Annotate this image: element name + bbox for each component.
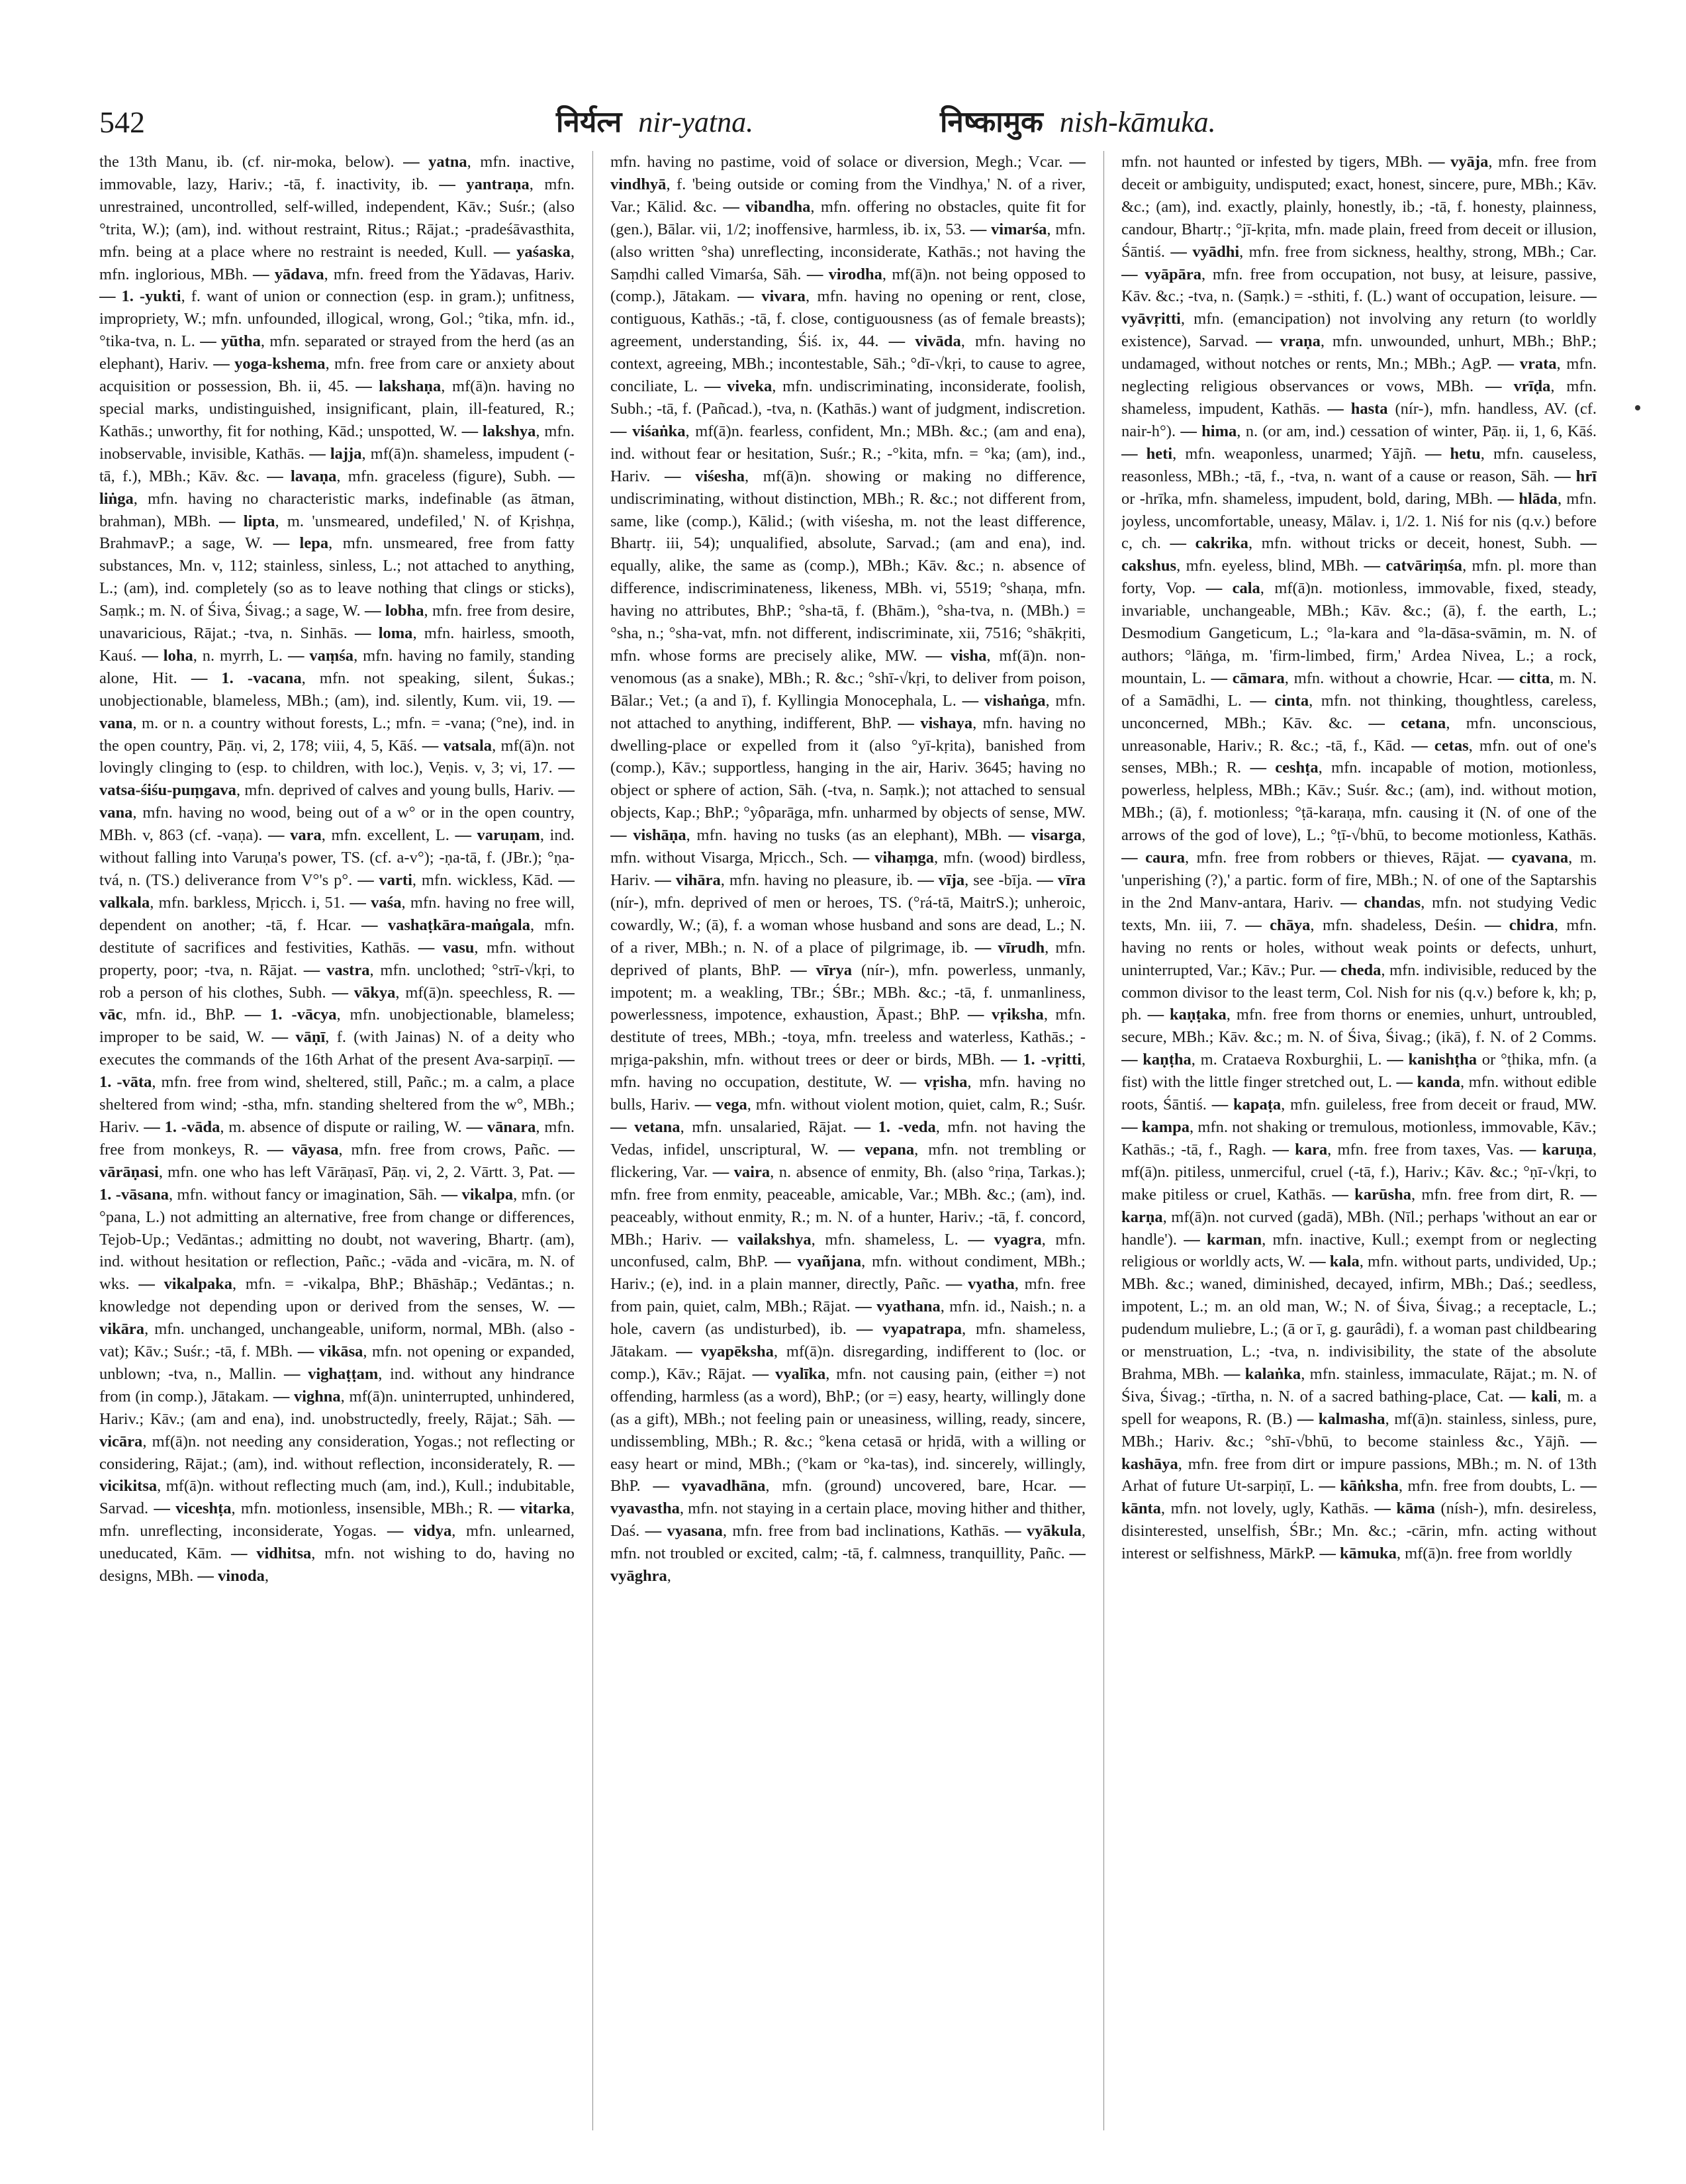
column-2 <box>610 151 1086 2137</box>
lemma: — catvāriṃśa <box>1364 557 1463 575</box>
lemma: — vikāra <box>99 1298 575 1339</box>
lemma: — cāmara <box>1211 669 1285 687</box>
lemma: — cheda <box>1320 961 1382 979</box>
lemma: — vyāghra <box>610 1544 1086 1586</box>
lemma: — kala <box>1309 1253 1360 1271</box>
margin-dot <box>1635 405 1640 410</box>
lemma: — lavaṇa <box>267 467 337 485</box>
lemma: — kanishṭha <box>1387 1051 1477 1069</box>
lemma: — vikalpa <box>441 1185 514 1204</box>
lemma: — vṛiksha <box>967 1006 1044 1024</box>
lemma: — vimarśa <box>970 220 1047 238</box>
lemma: — hrī <box>1554 467 1597 485</box>
lemma: — vepana <box>838 1140 915 1159</box>
lemma: — virodha <box>806 265 882 283</box>
lemma: — vīra <box>1037 871 1086 889</box>
lemma: — kānta <box>1121 1477 1597 1518</box>
lemma: — vivāda <box>888 332 961 351</box>
lemma: — vicikitsa <box>99 1454 575 1496</box>
lemma: — vighaṭṭam <box>284 1364 379 1383</box>
lemma: — chandas <box>1340 893 1421 912</box>
column-divider <box>592 151 593 2130</box>
lemma: — vyalīka <box>752 1364 826 1383</box>
right-headword <box>940 99 1216 146</box>
lemma: — valkala <box>99 871 575 912</box>
lemma: — loha <box>142 646 193 665</box>
lemma: — vīja <box>917 871 965 889</box>
lemma: — hasta <box>1327 399 1388 418</box>
lemma: — 1. -vṛitti <box>1000 1051 1082 1069</box>
lemma: — hetu <box>1425 444 1481 463</box>
lemma: — vraṇa <box>1256 332 1321 351</box>
lemma: — vyapatrapa <box>856 1320 962 1339</box>
lemma: — kaṇṭha <box>1121 1051 1192 1069</box>
lemma: — chāya <box>1245 916 1311 934</box>
lemma: — vastra <box>303 961 370 979</box>
column-3-text: mfn. not haunted or infested by tigers, MBh. — vyāja, mfn. free from deceit or ambiguity, undisputed; exact, honest, sincere, pure, MBh.; Kāv. &c.; (am), ind. exactly, plainly, honestly, ib.; -tā, f. honesty, plainness, candour, Bhartṛ.; °jī-kṛita, mfn. made plain, freed from deceit or illusion, Śāntiś. — vyādhi, mfn. free from sickness, healthy, strong, MBh.; Car. — vyāpāra, mfn. free from occupation, not busy, at leisure, passive, Kāv. &c.; -tva, n. (Saṃk.) = -sthiti, f. (L.) want of occupation, leisure. — vyāvṛitti, mfn. (emancipation) not involving any return (to worldly existence), Sarvad. — vraṇa, mfn. unwounded, unhurt, MBh.; BhP.; undamaged, without notches or rents, Mn.; MBh.; AgP. — vrata, mfn. neglecting religious observances or vows, MBh. — vrīḍa, mfn. shameless, impudent, Kathās. — hasta (nír-), mfn. handless, AV. (cf. nair-h°). — hima, n. (or am, ind.) cessation of winter, Pāṇ. ii, 1, 6, Kāś. — heti, mfn. weaponless, unarmed; Yājñ. — hetu, mfn. causeless, reasonless, MBh.; -tā, f., -tva, n. want of a cause or reason, Sāh. — hrī or -hrīka, mfn. shameless, impudent, bold, daring, MBh. — hlāda, mfn. joyless, uncomfortable, uneasy, Mālav. i, 1/2. 1. Niś for nis (q.v.) before c, ch. — cakrika, mfn. without tricks or deceit, honest, Subh. — cakshus, mfn. eyeless, blind, MBh. — catvāriṃśa, mfn. pl. more than forty, Vop. — cala, mf(ā)n. motionless, immovable, fixed, steady, invariable, unchangeable, MBh.; Kāv. &c.; (ā), f. the earth, L.; Desmodium Gangeticum, L.; °la-kara and °la-dāsa-svāmin, m. N. of authors; °lāṅga, m. 'firm-limbed, firm,' Ardea Nivea, L.; a rock, mountain, L. — cāmara, mfn. without a chowrie, Hcar. — citta, m. N. of a Samādhi, L. — cinta, mfn. not thinking, thoughtless, careless, unconcerned, MBh.; Kāv. &c. — cetana, mfn. unconscious, unreasonable, Hariv.; R. &c.; -tā, f., Kād. — cetas, mfn. out of one's senses, MBh.; R. — ceshṭa, mfn. incapable of motion, motionless, powerless, helpless, MBh.; Kāv.; Suśr. &c.; (am), ind. without motion, MBh.; (ā), f. motionless; °ṭā-karaṇa, mfn. causing it (N. of one of the arrows of the god of love), L.; °ṭī-√bhū, to become motionless, Kathās. — caura, mfn. free from robbers or thieves, Rājat. — cyavana, m. 'unperishing (?),' a partic. form of fire, MBh.; N. of one of the Saptarshis in the 2nd Manv-antara, Hariv. — chandas, mfn. not studying Vedic texts, Mn. iii, 7. — chāya, mfn. shadeless, Deśin. — chidra, mfn. having no rents or holes, without weak points or defects, unhurt, uninterrupted, Var.; Kāv.; Pur. — cheda, mfn. indivisible, reduced by the common divisor to the least term, Col. Nish for nis (q.v.) before k, kh; p, ph. — kaṇṭaka, mfn. free from thorns or enemies, unhurt, untroubled, secure, MBh.; Kāv. &c.; m. N. of Śiva, Śivag.; (ikā), f. N. of 2 Comms. — kaṇṭha, m. Crataeva Roxburghii, L. — kanishṭha or °ṭhika, mfn. (a fist) with the little finger stretched out, L. — kanda, mfn. without edible roots, Śāntiś. — kapaṭa, mfn. guileless, free from deceit or fraud, MW. — kampa, mfn. not shaking or tremulous, motionless, immovable, Kāv.; Kathās.; -tā, f., Ragh. — kara, mfn. free from taxes, Vas. — karuṇa, mf(ā)n. pitiless, unmerciful, cruel (-tā, f.), Hariv.; Kāv. &c.; °ṇī-√kṛi, to make pitiless or cruel, Kathās. — karūsha, mfn. free from dirt, R. — karṇa, mf(ā)n. not curved (gadā), MBh. (Nīl.; perhaps 'without an ear or handle'). — karman, mfn. inactive, Kull.; exempt from or neglecting religious or worldly acts, W. — kala, mfn. without parts, undivided, Up.; MBh. &c.; waned, diminished, decayed, infirm, MBh.; Daś.; seedless, impotent, L.; m. an old man, W.; N. of Śiva, Śivag.; a receptacle, L.; pudendum muliebre, L.; (ā or ī, g. gaurâdi), f. a woman past childbearing or menstruation, L.; -tva, n. indivisibility, the state of the absolute Brahma, MBh. — kalaṅka, mfn. stainless, immaculate, Rājat.; m. N. of Śiva, Śivag.; -tīrtha, n. N. of a sacred bathing-place, Cat. — kali, m. a spell for weapons, R. (B.) — kalmasha, mf(ā)n. stainless, sinless, pure, MBh.; Hariv. &c.; °shī-√bhū, to become stainless &c., Yājñ. — kashāya, mfn. free from dirt or impure passions, MBh.; m. N. of 13th Arhat of future Ut-sarpiṇī, L. — kāṅksha, mfn. free from doubts, L. — kānta, mfn. not lovely, ugly, Kathās. — kāma (nísh-), mfn. desireless, disinterested, unselfish, ŚBr.; Mn. &c.; -cārin, mfn. acting without interest or selfishness, MārkP. — kāmuka, mf(ā)n. free from worldly <box>1121 153 1597 1563</box>
lemma: — vitarka <box>498 1499 571 1518</box>
column-1 <box>99 151 575 2137</box>
lemma: — karman <box>1184 1230 1262 1249</box>
lemma: — caura <box>1121 849 1185 867</box>
lemma: — vatsa-śiśu-puṃgava <box>99 759 575 800</box>
lemma: — vishaṅga <box>962 691 1046 710</box>
lemma: — kampa <box>1121 1117 1190 1136</box>
lemma: — vicāra <box>99 1409 575 1450</box>
lemma: — vyathana <box>855 1298 941 1316</box>
lemma: — kalmasha <box>1297 1409 1385 1428</box>
right-headword-roman: nish-kāmuka. <box>1059 106 1216 138</box>
lemma: — vindhyā <box>610 153 1086 193</box>
lemma: — vāyasa <box>267 1140 339 1159</box>
lemma: — vaira <box>712 1163 771 1181</box>
lemma: — vasu <box>418 938 475 957</box>
lemma: — yaśaska <box>493 242 571 261</box>
lemma: — ceshṭa <box>1250 759 1319 777</box>
lemma: — vaṃśa <box>287 646 354 665</box>
lemma: — cetas <box>1411 736 1469 755</box>
lemma: — varuṇam <box>455 826 540 845</box>
lemma: — kanda <box>1396 1073 1460 1092</box>
lemma: — vighna <box>273 1387 341 1405</box>
lemma: — heti <box>1121 444 1173 463</box>
lemma: — kalaṅka <box>1223 1364 1301 1383</box>
lemma: — karūsha <box>1332 1185 1411 1204</box>
left-headword-roman: nir-yatna. <box>638 106 754 138</box>
lemma: — hima <box>1180 422 1237 440</box>
lemma: — cakrika <box>1170 534 1248 553</box>
lemma: — vatsala <box>422 736 492 755</box>
text-columns <box>99 151 1602 2137</box>
lemma: — vihaṃga <box>853 849 934 867</box>
lemma: — 1. -vācya <box>244 1006 337 1024</box>
lemma: — yantraṇa <box>439 175 530 193</box>
lemma: — 1. -yukti <box>99 287 181 306</box>
lemma: — kali <box>1509 1387 1558 1405</box>
lemma: — vyāja <box>1428 153 1489 171</box>
lemma: — vivara <box>737 287 806 306</box>
lemma: — visha <box>925 646 987 665</box>
lemma: — cetana <box>1368 714 1446 732</box>
column-2-text: mfn. having no pastime, void of solace or diversion, Megh.; Vcar. — vindhyā, f. 'being outside or coming from the Vindhya,' N. of a river, Var.; Kālid. &c. — vibandha, mfn. offering no obstacles, quite fit for (gen.), Bālar. vii, 1/2; inoffensive, harmless, ib. ix, 53. — vimarśa, mfn. (also written °sha) unreflecting, inconsiderate, Kathās.; not having the Saṃdhi called Vimarśa, Sāh. — virodha, mf(ā)n. not being opposed to (comp.), Jātakam. — vivara, mfn. having no opening or rent, close, contiguous, Kathās.; -tā, f. close, contiguousness (as of female breasts); agreement, understanding, Śiś. ix, 44. — vivāda, mfn. having no context, agreeing, MBh.; incontestable, Sāh.; °dī-√kṛi, to cause to agree, conciliate, L. — viveka, mfn. undiscriminating, inconsiderate, foolish, Subh.; -tā, f. (Pañcad.), -tva, n. (Kathās.) want of judgment, indiscretion. — viśaṅka, mf(ā)n. fearless, confident, Mn.; MBh. &c.; (am and ena), ind. without fear or hesitation, Suśr.; R.; -°kita, mfn. = °ka; (am), ind., Hariv. — viśesha, mf(ā)n. showing or making no difference, undiscriminating, without distinction, MBh.; R. &c.; not different from, same, like (comp.), Kālid.; (with viśesha, m. not the least difference, Bhartṛ. iii, 54); unqualified, absolute, Sarvad.; (am and ena), ind. equally, alike, the same as (comp.), MBh.; Kāv. &c.; n. absence of difference, indiscriminateness, likeness, MBh. vi, 5519; °shaṇa, mfn. having no attributes, BhP.; °sha-tā, f. (Bhām.), °sha-tva, n. (MBh.) = °sha, n.; °sha-vat, mfn. not different, indiscriminate, xii, 7516; °shākṛiti, mfn. whose forms are precisely alike, MW. — visha, mf(ā)n. non-venomous (as a snake), MBh.; R. &c.; °shī-√kṛi, to deliver from poison, Bālar.; Vet.; (a and ī), f. Kyllingia Monocephala, L. — vishaṅga, mfn. not attached to anything, indifferent, BhP. — vishaya, mfn. having no dwelling-place or expelled from it (also °yī-kṛita), banished from (comp.), Kāv.; supportless, hanging in the air, Hariv. 3645; having no object or sphere of action, Sāh. (-tva, n. Saṃk.); not attached to sensual objects, Kap.; BhP.; °yôparāga, mfn. unharmed by objects of sense, MW. — vishāṇa, mfn. having no tusks (as an elephant), MBh. — visarga, mfn. without Visarga, Mṛicch., Sch. — vihaṃga, mfn. (wood) birdless, Hariv. — vihāra, mfn. having no pleasure, ib. — vīja, see -bīja. — vīra (nír-), mfn. deprived of men or heroes, TS. (°rá-tā, MaitrS.); unheroic, cowardly, W.; (ā), f. a woman whose husband and sons are dead, L.; N. of a river, MBh.; n. N. of a place of pilgrimage, ib. — vīrudh, mfn. deprived of plants, BhP. — vīrya (nír-), mfn. powerless, unmanly, impotent; m. a weakling, TBr.; ŚBr.; MBh. &c.; -tā, f. unmanliness, powerlessness, impotence, exhaustion, Āpast.; BhP. — vṛiksha, mfn. destitute of trees, MBh.; -toya, mfn. treeless and waterless, Kathās.; -mṛiga-pakshin, mfn. without trees or deer or birds, MBh. — 1. -vṛitti, mfn. having no occupation, destitute, W. — vṛisha, mfn. having no bulls, Hariv. — vega, mfn. without violent motion, quiet, calm, R.; Suśr. — vetana, mfn. unsalaried, Rājat. — 1. -veda, mfn. not having the Vedas, infidel, unscriptural, W. — vepana, mfn. not trembling or flickering, Var. — vaira, n. absence of enmity, Bh. (also °riṇa, Tarkas.); mfn. free from enmity, peaceable, amicable, Var.; MBh. &c.; (am), ind. peaceably, without enmity, R.; m. N. of a hunter, Hariv.; -tā, f. concord, MBh.; Hariv. — vailakshya, mfn. shameless, L. — vyagra, mfn. unconfused, calm, BhP. — vyañjana, mfn. without condiment, MBh.; Hariv.; (e), ind. in a plain manner, directly, Pañc. — vyatha, mfn. free from pain, quiet, calm, MBh.; Rājat. — vyathana, mfn. id., Naish.; n. a hole, cavern (as undisturbed), ib. — vyapatrapa, mfn. shameless, Jātakam. — vyapēksha, mf(ā)n. disregarding, indifferent to (loc. or comp.), Kāv.; Rājat. — vyalīka, mfn. not causing pain, (either =) not offending, harmless (as a word), BhP.; (or =) easy, hearty, willingly done (as a gift), MBh.; not feeling pain or uneasiness, willing, ready, sincere, undissembling, MBh.; R. &c.; °kena cetasā or hṛidā, with a willing or easy heart or mind, MBh.; (°kam or °ka-tas), ind. sincerely, willingly, BhP. — vyavadhāna, mfn. (ground) uncovered, bare, Hcar. — vyavastha, mfn. not staying in a certain place, moving hither and thither, Daś. — vyasana, mfn. free from bad inclinations, Kathās. — vyākula, mfn. not troubled or excited, calm; -tā, f. calmness, tranquillity, Pañc. — vyāghra, <box>610 153 1086 1586</box>
lemma: — kāmuka <box>1319 1544 1397 1563</box>
lemma: — vikāsa <box>297 1343 363 1361</box>
lemma: — chidra <box>1484 916 1554 934</box>
lemma: — yatna <box>403 153 467 171</box>
lemma: — kaṇṭaka <box>1147 1006 1227 1024</box>
lemma: — cinta <box>1250 691 1309 710</box>
lemma: — vārāṇasi <box>99 1140 575 1181</box>
lemma: — lepa <box>273 534 329 553</box>
page-number: 542 <box>99 105 145 139</box>
lemma: — liṅga <box>99 467 575 508</box>
left-headword-devanagari: निर्यत्न <box>556 105 622 139</box>
lemma: — 1. -vāta <box>99 1051 575 1092</box>
lemma: — vetana <box>610 1117 680 1136</box>
lemma: — kara <box>1272 1140 1328 1159</box>
lemma: — cyavana <box>1487 849 1569 867</box>
lemma: — visarga <box>1008 826 1082 845</box>
lemma: — citta <box>1497 669 1550 687</box>
lemma: — loma <box>355 624 413 643</box>
lemma: — vyādhi <box>1170 242 1240 261</box>
lemma: — vṛisha <box>900 1073 968 1092</box>
lemma: — karṇa <box>1121 1185 1597 1226</box>
right-headword-devanagari: निष्कामुक <box>940 105 1043 139</box>
lemma: — viceshṭa <box>154 1499 232 1518</box>
lemma: — vyapēksha <box>676 1343 774 1361</box>
lemma: — vrīḍa <box>1485 377 1551 396</box>
lemma: — kapaṭa <box>1211 1096 1282 1114</box>
lemma: — viśaṅka <box>610 422 686 440</box>
lemma: — vyañjana <box>774 1253 862 1271</box>
lemma: — vidya <box>387 1522 452 1541</box>
lemma: — vānara <box>466 1117 536 1136</box>
lemma: — yoga-kshema <box>213 355 326 373</box>
lemma: — vihāra <box>655 871 721 889</box>
lemma: — vibandha <box>723 197 811 216</box>
lemma: — vyāvṛitti <box>1121 287 1597 328</box>
lemma: — vishaya <box>898 714 973 732</box>
lemma: — vyagra <box>968 1230 1042 1249</box>
lemma: — vyākula <box>1004 1522 1082 1541</box>
lemma: — vega <box>694 1096 747 1114</box>
lemma: — vāṇī <box>271 1028 326 1047</box>
lemma: — vaśa <box>350 893 402 912</box>
lemma: — vyavadhāna <box>653 1477 766 1496</box>
lemma: — vīrudh <box>974 938 1045 957</box>
lemma: — vailakshya <box>711 1230 812 1249</box>
lemma: — vākya <box>332 983 396 1002</box>
lemma: — viśesha <box>664 467 745 485</box>
lemma: — cakshus <box>1121 534 1597 575</box>
lemma: — 1. -vāsana <box>99 1163 575 1204</box>
left-headword <box>556 99 753 146</box>
column-3 <box>1121 151 1597 2137</box>
column-1-text: the 13th Manu, ib. (cf. nir-moka, below). — yatna, mfn. inactive, immovable, lazy, Hariv.; -tā, f. inactivity, ib. — yantraṇa, mfn. unrestrained, uncontrolled, self-willed, independent, Kāv.; Suśr.; (also °trita, W.); (am), ind. without restraint, Ritus.; Rājat.; -pradeśāvasthita, mfn. being at a place where no restraint is needed, Kull. — yaśaska, mfn. inglorious, MBh. — yādava, mfn. freed from the Yādavas, Hariv. — 1. -yukti, f. want of union or connection (esp. in gram.); unfitness, impropriety, W.; mfn. unfounded, illogical, wrong, Gol.; °tika, mfn. id., °tika-tva, n. L. — yūtha, mfn. separated or strayed from the herd (as an elephant), Hariv. — yoga-kshema, mfn. free from care or anxiety about acquisition or possession, Bh. ii, 45. — lakshaṇa, mf(ā)n. having no special marks, undistinguished, insignificant, plain, ill-featured, R.; Kathās.; unworthy, fit for nothing, Kād.; unspotted, W. — lakshya, mfn. inobservable, invisible, Kathās. — lajja, mf(ā)n. shameless, impudent (-tā, f.), MBh.; Kāv. &c. — lavaṇa, mfn. graceless (figure), Subh. — liṅga, mfn. having no characteristic marks, indefinable (as ātman, brahman), MBh. — lipta, m. 'unsmeared, undefiled,' N. of Kṛishṇa, BrahmavP.; a sage, W. — lepa, mfn. unsmeared, free from fatty substances, Mn. v, 112; stainless, sinless, L.; not attached to anything, L.; (am), ind. completely (so as to leave nothing that clings or sticks), Saṃk.; m. N. of Śiva, Śivag.; a sage, W. — lobha, mfn. free from desire, unavaricious, Rājat.; -tva, n. Sinhās. — loma, mfn. hairless, smooth, Kauś. — loha, n. myrrh, L. — vaṃśa, mfn. having no family, standing alone, Hit. — 1. -vacana, mfn. not speaking, silent, Śukas.; unobjectionable, blameless, MBh.; (am), ind. silently, Kum. vii, 19. — vana, m. or n. a country without forests, L.; mfn. = -vana; (°ne), ind. in the open country, Pāṇ. vi, 2, 178; viii, 4, 5, Kāś. — vatsala, mf(ā)n. not lovingly clinging to (esp. to children, with loc.), Veṇis. v, 3; vi, 17. — vatsa-śiśu-puṃgava, mfn. deprived of calves and young bulls, Hariv. — vana, mfn. having no wood, being out of a w° or in the open country, MBh. v, 863 (cf. -vaṇa). — vara, mfn. excellent, L. — varuṇam, ind. without falling into Varuṇa's power, TS. (cf. a-v°); -ṇa-tā, f. (JBr.); °ṇa-tvá, n. (TS.) deliverance from V°'s p°. — varti, mfn. wickless, Kād. — valkala, mfn. barkless, Mṛicch. i, 51. — vaśa, mfn. having no free will, dependent on another; -tā, f. Hcar. — vashaṭkāra-maṅgala, mfn. destitute of sacrifices and festivities, Kathās. — vasu, mfn. without property, poor; -tva, n. Rājat. — vastra, mfn. unclothed; °strī-√kṛi, to rob a person of his clothes, Subh. — vākya, mf(ā)n. speechless, R. — vāc, mfn. id., BhP. — 1. -vācya, mfn. unobjectionable, blameless; improper to be said, W. — vāṇī, f. (with Jainas) N. of a deity who executes the commands of the 16th Arhat of the present Ava-sarpiṇī. — 1. -vāta, mfn. free from wind, sheltered, still, Pañc.; m. a calm, a place sheltered from wind; -stha, mfn. standing sheltered from the w°, MBh.; Hariv. — 1. -vāda, m. absence of dispute or railing, W. — vānara, mfn. free from monkeys, R. — vāyasa, mfn. free from crows, Pañc. — vārāṇasi, mfn. one who has left Vārāṇasī, Pāṇ. vi, 2, 2. Vārtt. 3, Pat. — 1. -vāsana, mfn. without fancy or imagination, Sāh. — vikalpa, mfn. (or °pana, L.) not admitting an alternative, free from change or differences, Tejob-Up.; Vedāntas.; admitting no doubt, not wavering, Bhartṛ. (am), ind. without hesitation or reflection, Pañc.; -vāda and -vicāra, m. N. of wks. — vikalpaka, mfn. = -vikalpa, BhP.; Bhāshāp.; Vedāntas.; n. knowledge not depending upon or derived from the senses, W. — vikāra, mfn. unchanged, unchangeable, uniform, normal, MBh. (also -vat); Kāv.; Suśr.; -tā, f. MBh. — vikāsa, mfn. not opening or expanded, unblown; -tva, n., Mallin. — vighaṭṭam, ind. without any hindrance from (in comp.), Jātakam. — vighna, mf(ā)n. uninterrupted, unhindered, Hariv.; Kāv.; (am and ena), ind. unobstructedly, freely, Rājat.; Sāh. — vicāra, mf(ā)n. not needing any consideration, Yogas.; not reflecting or considering, Rājat.; (am), ind. without reflection, inconsiderately, R. — vicikitsa, mf(ā)n. without reflecting much (am, ind.), Kull.; indubitable, Sarvad. — viceshṭa, mfn. motionless, insensible, MBh.; R. — vitarka, mfn. unreflecting, inconsiderate, Yogas. — vidya, mfn. unlearned, uneducated, Kām. — vidhitsa, mfn. not wishing to do, having no designs, MBh. — vinoda, <box>99 153 575 1586</box>
lemma: — yādava <box>253 265 324 283</box>
lemma: — kāma <box>1374 1499 1435 1518</box>
page-header <box>99 99 1602 146</box>
lemma: — vyatha <box>945 1275 1015 1294</box>
lemma: — 1. -veda <box>854 1117 936 1136</box>
column-divider <box>1103 151 1104 2130</box>
lemma: — hlāda <box>1497 489 1558 508</box>
lemma: — vana <box>99 691 575 732</box>
lemma: — vana <box>99 781 575 822</box>
lemma: — vikalpaka <box>138 1275 233 1294</box>
lemma: — vara <box>268 826 322 845</box>
lemma: — 1. -vāda <box>144 1117 220 1136</box>
lemma: — vyasana <box>645 1522 723 1541</box>
lemma: — karuṇa <box>1519 1140 1593 1159</box>
lemma: — vāc <box>99 983 575 1024</box>
lemma: — 1. -vacana <box>191 669 302 687</box>
lemma: — lakshaṇa <box>355 377 442 396</box>
lemma: — kāṅksha <box>1319 1477 1399 1496</box>
lemma: — vishāṇa <box>610 826 686 845</box>
lemma: — vīrya <box>790 961 852 979</box>
lemma: — yūtha <box>200 332 261 351</box>
lemma: — varti <box>357 871 412 889</box>
lemma: — vyāpāra <box>1121 265 1201 283</box>
lemma: — vashaṭkāra-maṅgala <box>361 916 530 934</box>
lemma: — vrata <box>1497 355 1557 373</box>
lemma: — lajja <box>309 444 362 463</box>
lemma: — vyavastha <box>610 1477 1086 1518</box>
lemma: — vidhitsa <box>230 1544 312 1563</box>
lemma: — kashāya <box>1121 1432 1597 1473</box>
lemma: — viveka <box>704 377 773 396</box>
lemma: — vinoda <box>197 1567 265 1586</box>
lemma: — cala <box>1205 579 1260 598</box>
lemma: — lobha <box>365 602 424 620</box>
lemma: — lipta <box>219 512 275 530</box>
lemma: — lakshya <box>461 422 536 440</box>
